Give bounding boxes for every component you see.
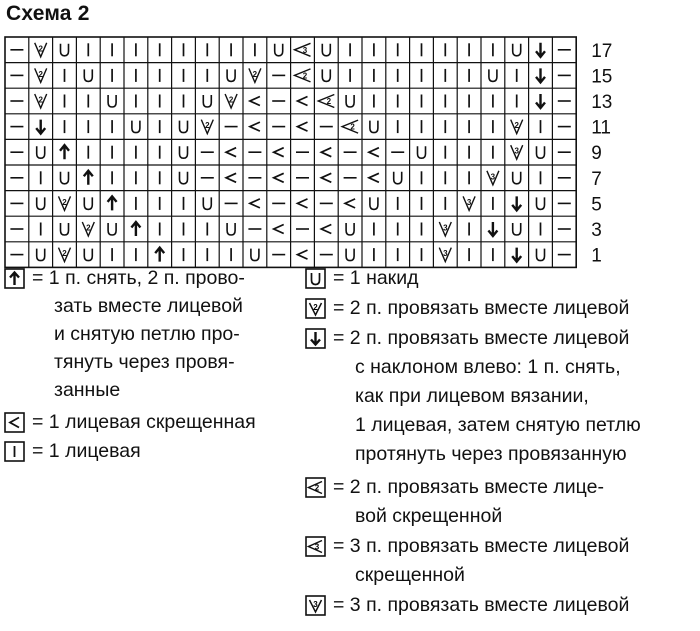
legend-line: = 1 накид xyxy=(333,267,419,289)
svg-text:2: 2 xyxy=(350,122,355,132)
legend-line: скрещенной xyxy=(355,564,465,586)
legend-line: зать вместе лицевой xyxy=(54,295,243,317)
svg-text:3: 3 xyxy=(313,600,318,609)
svg-text:2: 2 xyxy=(62,197,67,207)
legend-line: = 3 п. провязать вместе лицевой xyxy=(333,535,630,557)
svg-text:3: 3 xyxy=(466,197,472,207)
svg-text:3: 3 xyxy=(443,223,448,233)
row-number: 17 xyxy=(591,40,613,62)
row-number: 13 xyxy=(591,92,613,113)
k3tog-crossed-icon xyxy=(305,536,327,558)
legend-line: = 1 лицевая xyxy=(32,440,141,462)
k2tog-crossed-icon xyxy=(305,477,327,499)
knit-stitch-icon xyxy=(4,441,26,463)
knitting-chart xyxy=(0,0,700,270)
svg-text:3: 3 xyxy=(302,45,308,55)
row-number: 3 xyxy=(591,220,602,241)
svg-text:3: 3 xyxy=(490,172,496,182)
legend-line: = 2 п. провязать вместе лице- xyxy=(333,476,604,498)
crossed-knit-icon xyxy=(4,412,26,434)
row-number: 1 xyxy=(591,245,602,267)
legend-line: = 1 лицевая скрещенная xyxy=(32,411,256,433)
legend-line: = 2 п. провязать вместе лицевой xyxy=(333,297,630,319)
svg-text:2: 2 xyxy=(252,69,258,79)
svg-text:2: 2 xyxy=(38,95,43,105)
row-number: 15 xyxy=(591,66,613,88)
legend-line: с наклоном влево: 1 п. снять, xyxy=(355,356,621,378)
k3tog-icon xyxy=(305,595,327,617)
svg-text:3: 3 xyxy=(314,542,320,552)
legend-line: тянуть через провя- xyxy=(54,351,235,373)
row-number: 7 xyxy=(591,168,602,190)
legend-line: вой скрещенной xyxy=(355,505,503,527)
svg-text:3: 3 xyxy=(514,146,519,156)
decrease-center-up-icon xyxy=(4,268,26,290)
svg-text:2: 2 xyxy=(38,44,43,54)
legend-line: 1 лицевая, затем снятую петлю xyxy=(355,414,641,436)
legend-line: протянуть через провязанную xyxy=(355,443,627,465)
svg-text:2: 2 xyxy=(205,121,210,131)
svg-text:2: 2 xyxy=(62,249,67,259)
row-number: 11 xyxy=(591,117,611,139)
legend-line: занные xyxy=(54,379,121,401)
svg-text:2: 2 xyxy=(302,71,308,81)
svg-text:2: 2 xyxy=(86,223,91,233)
legend-line: = 2 п. провязать вместе лицевой xyxy=(333,327,630,349)
chart-title: Схема 2 xyxy=(6,2,90,25)
legend-line: = 1 п. снять, 2 п. прово- xyxy=(32,267,245,289)
legend-line: как при лицевом вязании, xyxy=(355,385,589,407)
svg-text:3: 3 xyxy=(443,249,448,259)
row-number: 9 xyxy=(591,143,602,165)
row-number: 5 xyxy=(591,194,602,216)
svg-text:2: 2 xyxy=(514,121,519,131)
legend-line: = 3 п. провязать вместе лицевой xyxy=(333,594,630,616)
svg-text:2: 2 xyxy=(313,303,318,312)
decrease-left-icon xyxy=(305,328,327,350)
svg-text:2: 2 xyxy=(314,483,320,493)
legend-line: и снятую петлю про- xyxy=(54,323,240,345)
svg-text:2: 2 xyxy=(38,69,43,79)
svg-text:2: 2 xyxy=(326,97,332,106)
svg-text:2: 2 xyxy=(228,95,234,105)
yarn-over-icon xyxy=(305,268,327,290)
k2tog-icon xyxy=(305,298,327,320)
